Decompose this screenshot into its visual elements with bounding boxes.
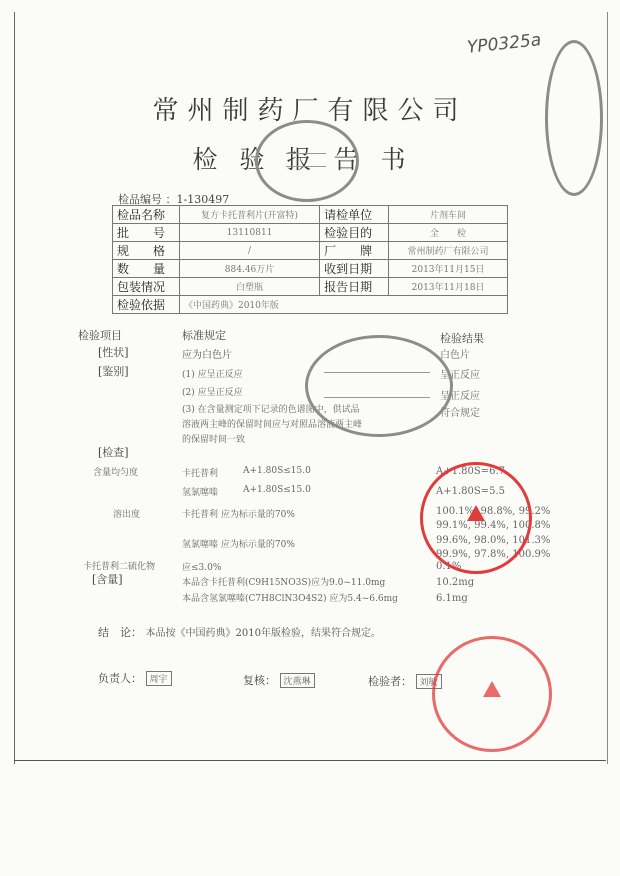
info-value: 13110811 [180,224,320,242]
info-value: 2013年11月15日 [389,260,508,278]
ident-result: 呈正反应 [440,391,480,402]
reviewer-seal: 沈燕琳 [280,673,315,688]
info-label: 厂 牌 [320,242,389,260]
bottom-rule [14,760,606,761]
sample-number-label: 检品编号 [118,193,162,206]
assay-result: 10.2mg [436,577,475,588]
table-row [113,278,508,296]
uniformity-standard: A+1.80S≤15.0 [243,466,311,476]
assay-standard: 本品含氢氯噻嗪(C7H8ClN3O4S2) 应为5.4~6.6mg [182,594,398,604]
col-header-standard: 标准规定 [182,329,226,342]
inspector-label: 检验者： [368,675,412,688]
info-value: / [180,242,320,260]
col-header-result: 检验结果 [440,332,484,345]
table-row [113,260,508,278]
info-label: 包装情况 [113,278,180,296]
ident-standard: 的保留时间一致 [182,435,246,445]
info-label: 数 量 [113,260,180,278]
ident-standard: (3) 在含量测定项下记录的色谱图中，供试品 [182,405,360,415]
reviewer-signature [243,672,315,688]
disulfide-label: 卡托普利二硫化物 [83,562,156,572]
ident-standard: 溶液两主峰的保留时间应与对照品溶液两主峰 [182,420,363,430]
table-row [113,224,508,242]
disulfide-result: 0.1% [436,561,462,572]
reviewer-label: 复核： [243,674,276,687]
uniformity-name: 卡托普利 [182,469,219,479]
ident-standard: (2) 应呈正反应 [182,388,243,398]
gray-quality-stamp [305,335,453,437]
conclusion-text: 本品按《中国药典》2010年版检验，结果符合规定。 [145,628,381,639]
info-value: 全 检 [389,224,508,242]
info-value: 2013年11月18日 [389,278,508,296]
sample-number-value: ：1-130497 [165,193,230,206]
info-label: 请检单位 [320,206,389,224]
uniformity-result: A+1.80S=6.7 [436,466,505,477]
dissolution-result: 99.9%, 97.8%, 100.9% [436,549,551,560]
responsible-label: 负责人： [98,672,142,685]
dissolution-standard: 卡托普利 应为标示量的70% [182,510,295,520]
info-label: 规 格 [113,242,180,260]
info-label: 收到日期 [320,260,389,278]
table-row [113,242,508,260]
section-assay: [含量] [92,573,123,586]
assay-result: 6.1mg [436,593,468,604]
col-header-item: 检验项目 [78,329,122,342]
red-company-seal [420,462,532,574]
character-standard: 应为白色片 [182,350,232,361]
inspector-seal: 刘敏 [416,674,442,689]
assay-standard: 本品含卡托普利(C9H15NO3S)应为9.0~11.0mg [182,578,386,588]
dissolution-result: 99.6%, 98.0%, 101.3% [436,535,551,546]
dissolution-label: 溶出度 [113,510,141,520]
uniformity-result: A+1.80S=5.5 [436,486,505,497]
dissolution-result: 99.1%, 99.4%, 100.8% [436,520,551,531]
report-title: 检验报告书 [192,145,428,174]
info-label: 报告日期 [320,278,389,296]
section-identification: [鉴别] [98,365,129,378]
info-label: 检品名称 [113,206,180,224]
uniformity-name: 氢氯噻嗪 [182,488,219,498]
info-value: 片剂车间 [389,206,508,224]
info-label: 检验依据 [113,296,180,314]
red-quality-seal [432,636,552,752]
inspector-signature [368,673,442,689]
conclusion-label: 结 论： [98,626,142,639]
gray-seal-stamp [255,120,359,202]
handwritten-serial: YP0325a [466,30,543,58]
info-value: 《中国药典》2010年版 [180,296,508,314]
info-value: 常州制药厂有限公司 [389,242,508,260]
ident-standard: (1) 应呈正反应 [182,370,243,380]
table-row [113,206,508,224]
character-result: 白色片 [440,350,470,361]
section-character: [性状] [98,346,129,359]
company-name: 常州制药厂有限公司 [152,96,468,126]
info-table [112,205,508,314]
info-label: 检验目的 [320,224,389,242]
disulfide-standard: 应≤3.0% [182,563,222,573]
conclusion [98,624,381,640]
ident-result: 呈正反应 [440,370,480,381]
info-value: 884.46万片 [180,260,320,278]
uniformity-label: 含量均匀度 [93,468,139,478]
table-row [113,296,508,314]
dissolution-standard: 氢氯噻嗪 应为标示量的70% [182,540,295,550]
info-value: 白塑瓶 [180,278,320,296]
gray-oval-stamp [545,40,603,196]
responsible-signature [98,670,172,686]
dissolution-result: 100.1%, 98.8%, 99.2% [436,506,551,517]
info-value: 复方卡托普利片(开富特) [180,206,320,224]
section-examination: [检查] [98,446,129,459]
uniformity-standard: A+1.80S≤15.0 [243,485,311,495]
ident-result: 符合规定 [440,408,480,419]
responsible-seal: 周宇 [146,671,172,686]
info-label: 批 号 [113,224,180,242]
